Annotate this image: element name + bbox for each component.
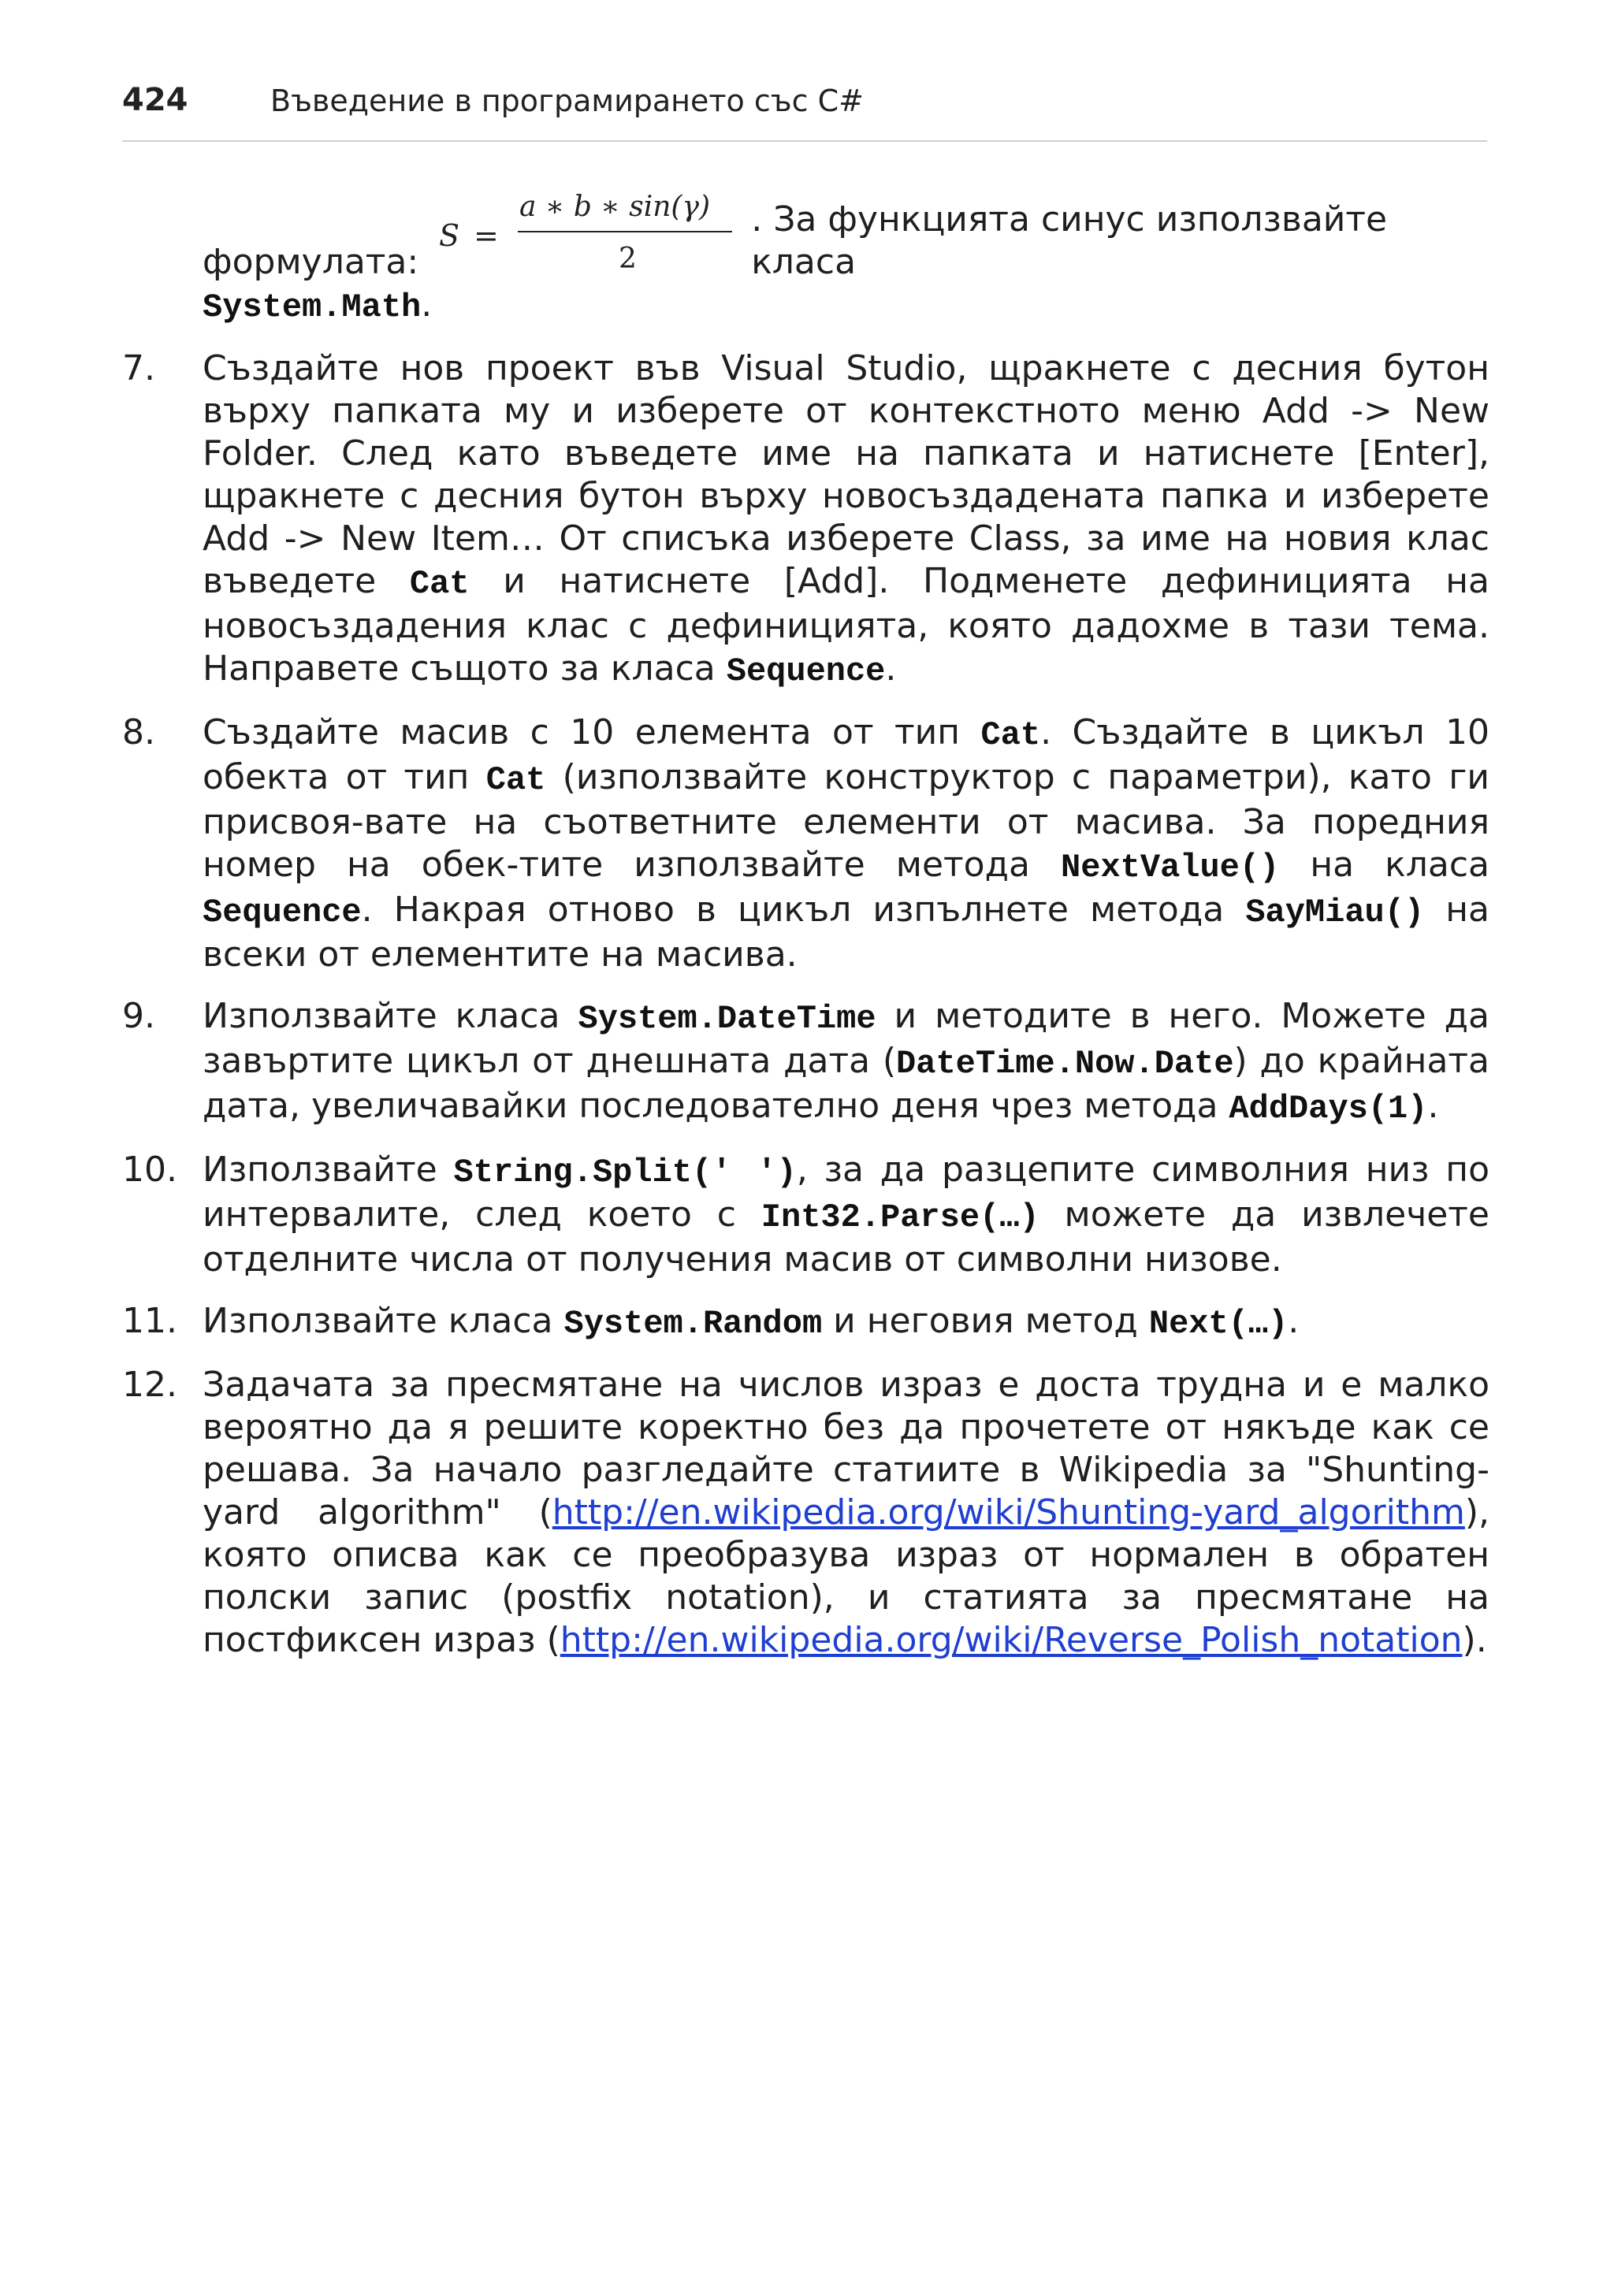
formula-class-line: System.Math. xyxy=(203,284,433,326)
formula-line xyxy=(203,173,1489,284)
list-item-10 xyxy=(122,1149,1489,1281)
page-number: 424 xyxy=(122,82,188,118)
code-system-math: System.Math xyxy=(203,288,422,326)
book-title: Въведение в програмирането със C# xyxy=(270,84,864,118)
item-number: 7. xyxy=(122,348,155,388)
item-number: 8. xyxy=(122,712,155,752)
code-cat: Cat xyxy=(409,565,470,603)
code-next: Next(…) xyxy=(1148,1305,1289,1343)
list-item-11 xyxy=(122,1300,1489,1345)
list-item-9 xyxy=(122,995,1489,1130)
code-cat: Cat xyxy=(980,716,1041,754)
code-int32-parse: Int32.Parse(…) xyxy=(761,1198,1039,1236)
code-cat: Cat xyxy=(485,761,546,799)
formula-denominator: 2 xyxy=(619,243,638,275)
list-item-8 xyxy=(122,711,1489,976)
formula-numerator: a ∗ b ∗ sin(γ) xyxy=(519,191,711,223)
item-text: Използвайте класа System.Random и неговия метод Next(…). xyxy=(203,1301,1300,1343)
formula-outro: . За функцията синус използвайте класа xyxy=(751,199,1388,282)
code-sequence: Sequence xyxy=(726,652,886,690)
link-reverse-polish[interactable]: http://en.wikipedia.org/wiki/Reverse_Polish_notation xyxy=(560,1620,1463,1660)
item-text: Създайте масив с 10 елемента от тип Cat. Създайте в цикъл 10 обекта от тип Cat (използвайте конструктор с параметри), като ги присвоя-вате на съответните елементи от масива. За поредния номер на обек-тите използвайте метода NextValue() на класа Sequence. Накрая отново в цикъл изпълнете метода SayMiau() на всеки от елементите на масива. xyxy=(203,712,1489,975)
item-number: 11. xyxy=(122,1301,177,1341)
item-text: Използвайте класа System.DateTime и методите в него. Можете да завъртите цикъл от днешната дата (DateTime.Now.Date) до крайната дата, увеличавайки последователно деня чрез метода AddDays(1). xyxy=(203,996,1489,1128)
item-number: 10. xyxy=(122,1150,177,1190)
item-text: Създайте нов проект във Visual Studio, щракнете с десния бутон върху папката му и изберете от контекстното меню Add -> New Folder. След като въведете име на папката и натиснете [Enter], щракнете с десния бутон върху новосъздадената папка и изберете Add -> New Item… От списъка изберете Class, за име на новия клас въведете Cat и натиснете [Add]. Подменете дефиницията на новосъздадения клас с дефиницията, която дадохме в тази тема. Направете същото за класа Sequence. xyxy=(203,348,1489,690)
code-nextvalue: NextValue() xyxy=(1061,849,1280,886)
item-text: Използвайте String.Split(' '), за да разцепите символния низ по интервалите, след което с Int32.Parse(…) можете да извлечете отделните числа от получения масив от символни низове. xyxy=(203,1150,1489,1280)
list-item-7 xyxy=(122,347,1489,693)
code-adddays: AddDays(1) xyxy=(1229,1090,1428,1128)
page-content xyxy=(122,173,1489,1662)
page-header xyxy=(122,79,1487,142)
code-saymiau: SayMiau() xyxy=(1245,894,1425,931)
code-system-datetime: System.DateTime xyxy=(578,1000,876,1038)
code-string-split: String.Split(' ') xyxy=(453,1154,797,1191)
item-number: 9. xyxy=(122,996,155,1036)
link-shunting-yard[interactable]: http://en.wikipedia.org/wiki/Shunting-yard_algorithm xyxy=(552,1492,1465,1533)
formula-equals: = xyxy=(474,218,500,253)
item-number: 12. xyxy=(122,1365,177,1405)
item-text: Задачата за пресмятане на числов израз е доста трудна и е малко вероятно да я решите коректно без да прочетете от някъде как се решава. За начало разгледайте статиите в Wikipedia за "Shunting-yard algorithm" (http://en.wikipedia.org/wiki/Shunting-yard_algorithm), която описва как се преобразува израз от нормален в обратен полски запис (postfix notation), и статията за пресмятане на постфиксен израз (http://en.wikipedia.org/wiki/Reverse_Polish_notation). xyxy=(203,1365,1489,1660)
code-system-random: System.Random xyxy=(563,1305,823,1343)
formula-intro: формулата: xyxy=(203,242,419,282)
area-formula xyxy=(433,181,748,284)
formula-paragraph xyxy=(203,173,1489,329)
list-item-12 xyxy=(122,1364,1489,1662)
formula-graphic xyxy=(433,181,748,284)
formula-s: S xyxy=(439,218,460,253)
code-datetime-now-date: DateTime.Now.Date xyxy=(896,1045,1234,1083)
code-sequence: Sequence xyxy=(203,894,362,931)
